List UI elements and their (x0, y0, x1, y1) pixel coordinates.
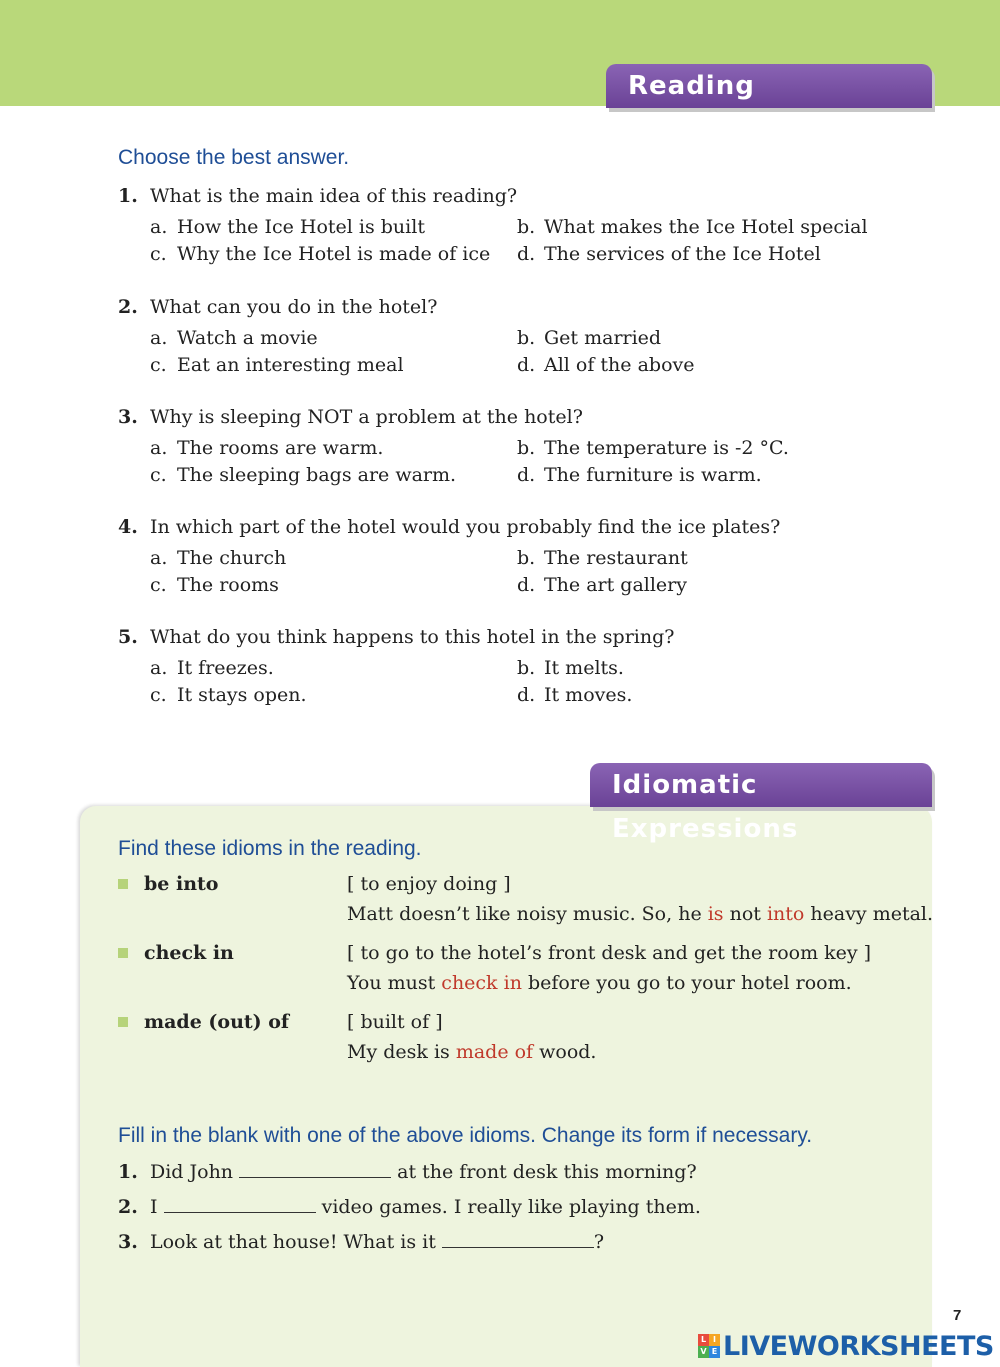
question-stem: What can you do in the hotel? (150, 296, 438, 318)
option-text: The restaurant (544, 547, 688, 569)
option-letter: b. (517, 327, 536, 349)
logo-mark-icon (698, 1334, 720, 1358)
idiom-term: check in (144, 942, 234, 964)
fill-item-2 (118, 1195, 701, 1218)
option-letter: c. (150, 243, 167, 265)
idiom-highlight: is (707, 903, 724, 925)
option-text: What makes the Ice Hotel special (544, 216, 868, 238)
option-1-b[interactable] (517, 216, 868, 238)
option-letter: d. (517, 574, 536, 596)
page-number: 7 (953, 1307, 962, 1324)
example-text: My desk is (347, 1041, 456, 1063)
option-text: Why the Ice Hotel is made of ice (177, 243, 491, 265)
option-1-a[interactable] (150, 216, 425, 238)
option-3-a[interactable] (150, 437, 383, 459)
question-number: 3. (118, 406, 138, 428)
question-stem: Why is sleeping NOT a problem at the hotel? (150, 406, 583, 428)
fill-text-before: I (150, 1196, 164, 1218)
option-5-b[interactable] (517, 657, 624, 679)
example-text: wood. (533, 1041, 597, 1063)
option-5-a[interactable] (150, 657, 274, 679)
option-text: How the Ice Hotel is built (177, 216, 425, 238)
option-2-a[interactable] (150, 327, 318, 349)
option-text: Eat an interesting meal (177, 354, 404, 376)
logo-letter: I (709, 1334, 720, 1346)
question-stem: In which part of the hotel would you probably find the ice plates? (150, 516, 781, 538)
reading-heading: Choose the best answer. (118, 146, 350, 169)
option-text: The rooms are warm. (177, 437, 384, 459)
option-letter: b. (517, 657, 536, 679)
option-letter: a. (150, 547, 168, 569)
fill-number: 3. (118, 1231, 138, 1253)
option-1-d[interactable] (517, 243, 821, 265)
option-letter: a. (150, 437, 168, 459)
fill-number: 1. (118, 1161, 138, 1183)
option-2-c[interactable] (150, 354, 404, 376)
bullet-icon (118, 1017, 128, 1027)
section-tab-reading: Reading Comprehension (606, 64, 932, 108)
fill-item-3 (118, 1230, 604, 1253)
option-4-c[interactable] (150, 574, 279, 596)
option-2-d[interactable] (517, 354, 695, 376)
question-number: 2. (118, 296, 138, 318)
logo-letter: E (709, 1346, 720, 1358)
fill-heading: Fill in the blank with one of the above idioms. Change its form if necessary. (118, 1124, 813, 1147)
option-text: It melts. (544, 657, 624, 679)
option-letter: b. (517, 437, 536, 459)
option-letter: a. (150, 657, 168, 679)
fill-number: 2. (118, 1196, 138, 1218)
option-text: Watch a movie (177, 327, 318, 349)
option-text: The services of the Ice Hotel (544, 243, 821, 265)
fill-text-after: ? (593, 1231, 605, 1253)
example-text: before you go to your hotel room. (521, 972, 852, 994)
idiom-example (347, 972, 852, 994)
idiom-heading: Find these idioms in the reading. (118, 837, 422, 860)
option-letter: d. (517, 243, 536, 265)
option-text: The sleeping bags are warm. (177, 464, 457, 486)
option-3-d[interactable] (517, 464, 762, 486)
bullet-icon (118, 948, 128, 958)
option-text: It stays open. (177, 684, 307, 706)
fill-text-before: Did John (150, 1161, 240, 1183)
fill-item-1 (118, 1160, 697, 1183)
option-letter: d. (517, 684, 536, 706)
option-3-c[interactable] (150, 464, 456, 486)
option-1-c[interactable] (150, 243, 490, 265)
idiom-highlight: made of (455, 1041, 534, 1063)
option-5-d[interactable] (517, 684, 632, 706)
example-text: You must (347, 972, 442, 994)
option-4-a[interactable] (150, 547, 286, 569)
option-5-c[interactable] (150, 684, 307, 706)
fill-text-before: Look at that house! What is it (150, 1231, 442, 1253)
liveworksheets-logo[interactable] (698, 1331, 994, 1361)
option-text: It freezes. (177, 657, 274, 679)
question-stem: What do you think happens to this hotel in the spring? (150, 626, 675, 648)
option-text: Get married (544, 327, 662, 349)
option-letter: c. (150, 684, 167, 706)
idiom-definition: [ to go to the hotel’s front desk and get the room key ] (347, 942, 872, 964)
option-text: The church (177, 547, 287, 569)
option-text: The furniture is warm. (544, 464, 762, 486)
option-text: All of the above (544, 354, 695, 376)
option-letter: d. (517, 464, 536, 486)
idiom-highlight: check in (441, 972, 522, 994)
option-letter: d. (517, 354, 536, 376)
question-number: 1. (118, 185, 138, 207)
question-stem: What is the main idea of this reading? (150, 185, 518, 207)
idiom-definition: [ built of ] (347, 1011, 443, 1033)
option-text: The temperature is -2 °C. (544, 437, 789, 459)
option-letter: b. (517, 547, 536, 569)
fill-text-after: at the front desk this morning? (391, 1161, 697, 1183)
blank-input[interactable] (239, 1160, 391, 1178)
option-letter: c. (150, 464, 167, 486)
option-text: The rooms (177, 574, 279, 596)
idiom-definition: [ to enjoy doing ] (347, 873, 511, 895)
example-text: heavy metal. (804, 903, 934, 925)
idiom-term: be into (144, 873, 219, 895)
option-letter: b. (517, 216, 536, 238)
blank-input[interactable] (164, 1195, 316, 1213)
section-tab-idioms: Idiomatic Expressions (590, 763, 932, 807)
option-text: The art gallery (544, 574, 687, 596)
question-number: 4. (118, 516, 138, 538)
option-letter: a. (150, 327, 168, 349)
idiom-term: made (out) of (144, 1011, 290, 1033)
logo-text: LIVEWORKSHEETS (723, 1330, 994, 1362)
idiom-highlight: into (766, 903, 805, 925)
question-number: 5. (118, 626, 138, 648)
option-3-b[interactable] (517, 437, 789, 459)
bullet-icon (118, 879, 128, 889)
idiom-example (347, 903, 933, 925)
logo-letter: L (698, 1334, 709, 1346)
option-letter: c. (150, 574, 167, 596)
option-letter: a. (150, 216, 168, 238)
example-text: Matt doesn’t like noisy music. So, he (347, 903, 708, 925)
option-text: It moves. (544, 684, 633, 706)
idiom-example (347, 1041, 596, 1063)
logo-letter: V (698, 1346, 709, 1358)
option-letter: c. (150, 354, 167, 376)
fill-text-after: video games. I really like playing them. (315, 1196, 701, 1218)
example-text: not (723, 903, 767, 925)
option-2-b[interactable] (517, 327, 661, 349)
blank-input[interactable] (442, 1230, 594, 1248)
option-4-d[interactable] (517, 574, 687, 596)
option-4-b[interactable] (517, 547, 688, 569)
